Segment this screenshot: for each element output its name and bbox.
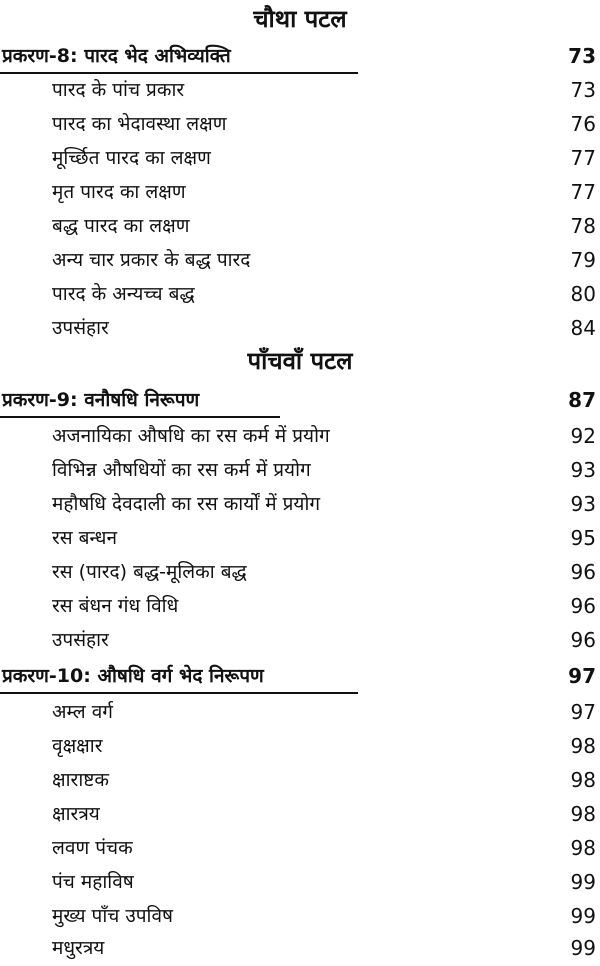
entry-title: मृत पारद का लक्षण <box>52 181 186 203</box>
entry-row <box>0 932 600 964</box>
entry-title: अजनायिका औषधि का रस कर्म में प्रयोग <box>52 425 330 447</box>
entry-title: उपसंहार <box>52 317 109 339</box>
chapter-title: प्रकरण-10: औषधि वर्ग भेद निरूपण <box>2 665 264 687</box>
chapter-title: प्रकरण-8: पारद भेद अभिव्यक्ति <box>2 45 231 67</box>
entry-title: रस बन्धन <box>52 527 117 549</box>
entry-title: बद्ध पारद का लक्षण <box>52 215 190 237</box>
entry-title: अन्य चार प्रकार के बद्ध पारद <box>52 249 251 271</box>
entry-title: पारद के अन्यच्च बद्ध <box>52 283 195 305</box>
entry-title: विभिन्न औषधियों का रस कर्म में प्रयोग <box>52 459 311 481</box>
entry-row <box>0 142 600 174</box>
chapter-underline <box>0 416 280 418</box>
section-heading: चौथा पटल <box>253 5 347 33</box>
entry-row <box>0 176 600 208</box>
chapter-row <box>0 40 600 72</box>
page-number: 77 <box>570 146 596 170</box>
page-number: 77 <box>570 180 596 204</box>
page-number: 98 <box>570 836 596 860</box>
page-number: 99 <box>570 870 596 894</box>
page-number: 80 <box>570 282 596 306</box>
entry-row <box>0 900 600 932</box>
page-number: 92 <box>570 424 596 448</box>
entry-title: वृक्षक्षार <box>52 735 103 757</box>
entry-row <box>0 590 600 622</box>
entry-title: लवण पंचक <box>52 837 133 859</box>
page-number: 73 <box>568 44 596 68</box>
page-number: 79 <box>570 248 596 272</box>
page-number: 97 <box>570 700 596 724</box>
entry-row <box>0 74 600 106</box>
page-number: 98 <box>570 768 596 792</box>
entry-title: अम्ल वर्ग <box>52 701 113 723</box>
entry-title: पंच महाविष <box>52 871 134 893</box>
entry-title: क्षाराष्टक <box>52 769 109 791</box>
page-number: 87 <box>568 388 596 412</box>
entry-title: रस (पारद) बद्ध-मूलिका बद्ध <box>52 561 247 583</box>
entry-row <box>0 522 600 554</box>
page-number: 84 <box>570 316 596 340</box>
entry-row <box>0 696 600 728</box>
page-number: 96 <box>570 628 596 652</box>
entry-title: मूर्च्छित पारद का लक्षण <box>52 147 211 169</box>
entry-row <box>0 312 600 344</box>
entry-title: पारद का भेदावस्था लक्षण <box>52 113 227 135</box>
entry-title: महौषधि देवदाली का रस कार्यों में प्रयोग <box>52 493 321 515</box>
page-number: 73 <box>570 78 596 102</box>
entry-row <box>0 420 600 452</box>
entry-row <box>0 866 600 898</box>
page-number: 98 <box>570 734 596 758</box>
entry-row <box>0 730 600 762</box>
chapter-row <box>0 660 600 692</box>
entry-title: मधुरत्रय <box>52 937 105 959</box>
entry-row <box>0 454 600 486</box>
section-heading: पाँचवाँ पटल <box>247 347 353 375</box>
entry-row <box>0 798 600 830</box>
entry-row <box>0 832 600 864</box>
entry-title: उपसंहार <box>52 629 109 651</box>
page-number: 78 <box>570 214 596 238</box>
page-number: 96 <box>570 594 596 618</box>
entry-row <box>0 244 600 276</box>
entry-row <box>0 108 600 140</box>
entry-title: रस बंधन गंध विधि <box>52 595 179 617</box>
entry-title: मुख्य पाँच उपविष <box>52 905 174 927</box>
entry-row <box>0 210 600 242</box>
page-number: 93 <box>570 492 596 516</box>
entry-title: क्षारत्रय <box>52 803 100 825</box>
page-number: 98 <box>570 802 596 826</box>
page-number: 99 <box>570 904 596 928</box>
entry-row <box>0 624 600 656</box>
page-number: 97 <box>568 664 596 688</box>
page-number: 76 <box>570 112 596 136</box>
page-number: 95 <box>570 526 596 550</box>
entry-row <box>0 764 600 796</box>
chapter-underline <box>0 692 358 694</box>
entry-row <box>0 278 600 310</box>
entry-row <box>0 488 600 520</box>
chapter-title: प्रकरण-9: वनौषधि निरूपण <box>2 389 200 411</box>
entry-title: पारद के पांच प्रकार <box>52 79 185 101</box>
chapter-row <box>0 384 600 416</box>
entry-row <box>0 556 600 588</box>
page-number: 93 <box>570 458 596 482</box>
page-number: 99 <box>570 936 596 960</box>
page-number: 96 <box>570 560 596 584</box>
